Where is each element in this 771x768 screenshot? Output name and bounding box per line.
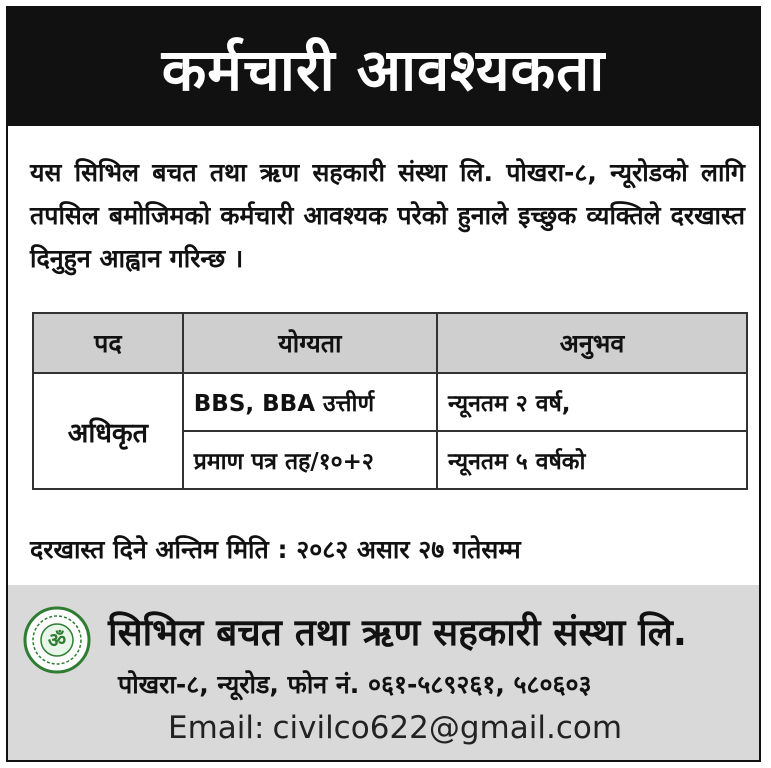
cooperative-logo-icon (22, 605, 92, 675)
header-post: पद (33, 313, 183, 373)
footer (8, 585, 759, 760)
email-line (168, 710, 622, 746)
logo-symbol: ॐ (47, 628, 67, 652)
email-address[interactable]: civilco622@gmail.com (272, 710, 623, 746)
requirements-table (32, 312, 748, 490)
header-experience: अनुभव (437, 313, 747, 373)
organization-address: पोखरा-८, न्यूरोड, फोन नं. ०६१-५८९२६१, ५८०६०३ (118, 670, 592, 699)
qualification-cell: BBS, BBA उत्तीर्ण (183, 373, 437, 431)
table-row (33, 373, 747, 431)
deadline-label: दरखास्त दिने अन्तिम मिति : (30, 535, 288, 564)
deadline-value: २०८२ असार २७ गतेसम्म (296, 535, 521, 564)
deadline-line (30, 532, 521, 566)
experience-cell: न्यूनतम ५ वर्षको (437, 431, 747, 489)
experience-cell: न्यूनतम २ वर्ष, (437, 373, 747, 431)
email-label: Email: (168, 710, 265, 746)
advertisement (6, 6, 761, 762)
header-qualification: योग्यता (183, 313, 437, 373)
qualification-cell: प्रमाण पत्र तह/१०+२ (183, 431, 437, 489)
table-header-row (33, 313, 747, 373)
banner-title: कर्मचारी आवश्यकता (8, 8, 759, 126)
post-cell: अधिकृत (33, 373, 183, 489)
intro-paragraph: यस सिभिल बचत तथा ऋण सहकारी संस्था लि. पोखरा-८, न्यूरोडको लागि तपसिल बमोजिमको कर्मचारी आवश्यक परेको हुनाले इच्छुक व्यक्तिले दरखास्त दिनुहुन आह्वान गरिन्छ । (30, 158, 745, 273)
organization-name: सिभिल बचत तथा ऋण सहकारी संस्था लि. (108, 611, 687, 654)
